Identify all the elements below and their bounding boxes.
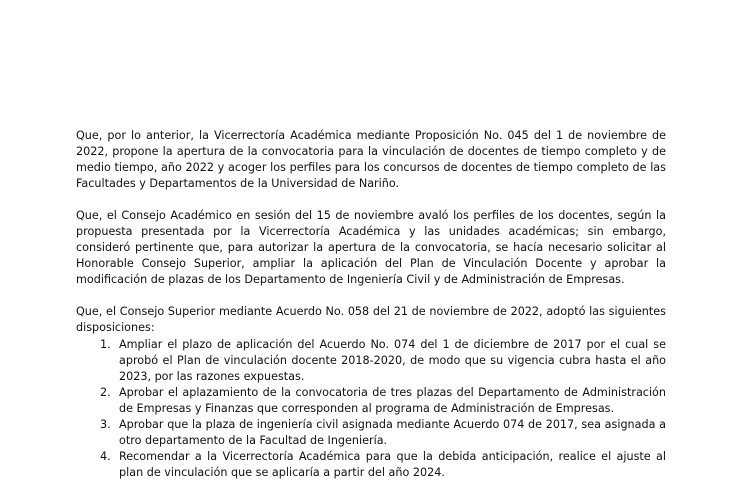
list-item-text: Recomendar a la Vicerrectoría Académica para que la debida anticipación, realice el ajuste al plan de vinculación que se aplicaría a partir del año 2024. bbox=[119, 450, 666, 479]
list-item bbox=[76, 417, 666, 449]
list-item-number: 3. bbox=[100, 418, 111, 431]
list-item-number: 4. bbox=[100, 450, 111, 463]
list-item bbox=[76, 449, 666, 481]
list-item bbox=[76, 337, 666, 385]
paragraph-consejo-academico: Que, el Consejo Académico en sesión del 15 de noviembre avaló los perfiles de los docentes, según la propuesta presentada por la Vicerrectoría Académica y las unidades académicas; sin embargo, consideró pertinente que, para autorizar la apertura de la convocatoria, se hacía necesario solicitar al Honorable Consejo Superior, ampliar la aplicación del Plan de Vinculación Docente y aprobar la modificación de plazas de los Departamento de Ingeniería Civil y de Administración de Empresas. bbox=[76, 209, 666, 286]
list-item-text: Aprobar el aplazamiento de la convocatoria de tres plazas del Departamento de Administración de Empresas y Finanzas que corresponden al programa de Administración de Empresas. bbox=[119, 386, 666, 415]
paragraph-proposicion: Que, por lo anterior, la Vicerrectoría Académica mediante Proposición No. 045 del 1 de noviembre de 2022, propone la apertura de la convocatoria para la vinculación de docentes de tiempo completo y de medio tiempo, año 2022 y acoger los perfiles para los concursos de docentes de tiempo completo de las Facultades y Departamentos de la Universidad de Nariño. bbox=[76, 129, 666, 190]
list-item-text: Ampliar el plazo de aplicación del Acuerdo No. 074 del 1 de diciembre de 2017 por el cual se aprobó el Plan de vinculación docente 2018-2020, de modo que su vigencia cubra hasta el año 2023, por las razones expuestas. bbox=[119, 338, 666, 383]
paragraph-consejo-superior: Que, el Consejo Superior mediante Acuerdo No. 058 del 21 de noviembre de 2022, adoptó las siguientes disposiciones: bbox=[76, 305, 666, 334]
list-item bbox=[76, 385, 666, 417]
list-item-number: 1. bbox=[100, 338, 111, 351]
dispositions-list bbox=[76, 337, 666, 481]
list-item-text: Aprobar que la plaza de ingeniería civil asignada mediante Acuerdo 074 de 2017, sea asignada a otro departamento de la Facultad de Ingeniería. bbox=[119, 418, 666, 447]
list-item-number: 2. bbox=[100, 386, 111, 399]
